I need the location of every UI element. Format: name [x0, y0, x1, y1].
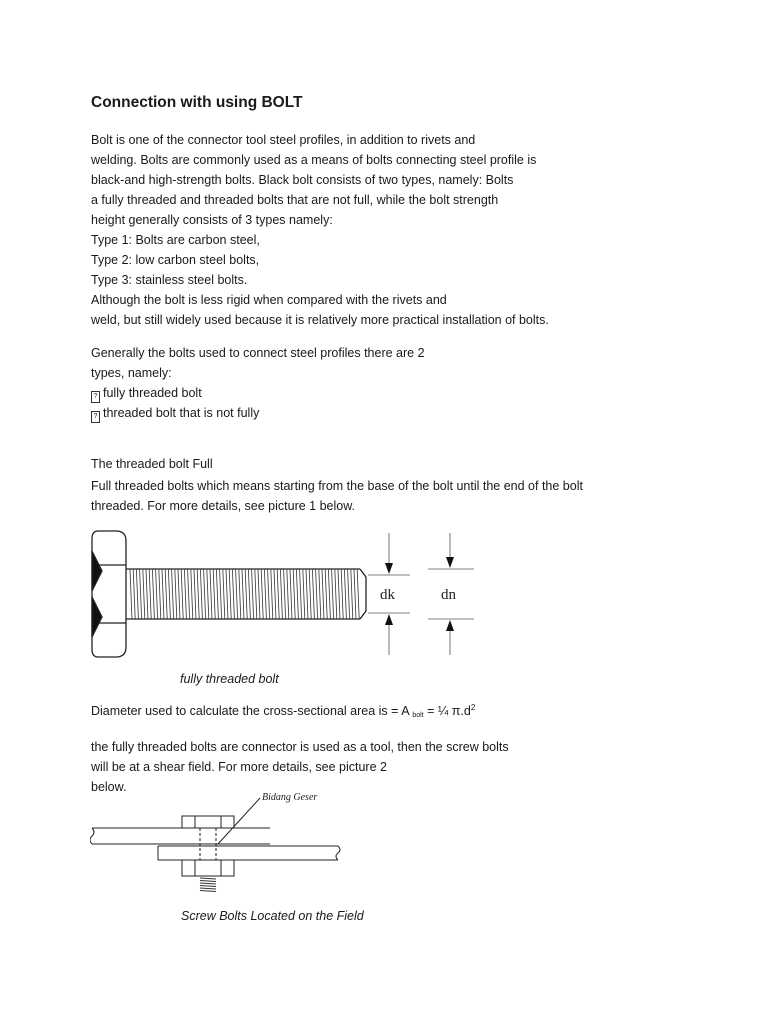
- formula-prefix: Diameter used to calculate the cross-sectional area is = A: [91, 704, 409, 718]
- text-line: threaded. For more details, see picture 1 below.: [91, 499, 356, 513]
- bolt-types-paragraph: [91, 343, 425, 423]
- text-line: the fully threaded bolts are connector is used as a tool, then the screw bolts: [91, 740, 509, 754]
- full-thread-paragraph: [91, 476, 583, 516]
- text-line: Although the bolt is less rigid when compared with the rivets and: [91, 293, 447, 307]
- text-line: types, namely:: [91, 366, 172, 380]
- intro-paragraph: [91, 130, 549, 330]
- section-heading: The threaded bolt Full: [91, 457, 213, 471]
- bullet-text: threaded bolt that is not fully: [103, 406, 260, 420]
- dk-label: dk: [380, 587, 395, 603]
- bidang-geser-label: Bidang Geser: [262, 792, 318, 803]
- text-line: Full threaded bolts which means starting from the base of the bolt until the end of the bolt: [91, 479, 583, 493]
- figure1-caption: fully threaded bolt: [180, 672, 279, 686]
- text-line: black-and high-strength bolts. Black bolt consists of two types, namely: Bolts: [91, 173, 514, 187]
- text-line: will be at a shear field. For more details, see picture 2: [91, 760, 387, 774]
- shear-field-figure: [90, 786, 350, 896]
- formula-superscript: 2: [470, 703, 476, 712]
- bullet-box-icon: ?: [91, 391, 100, 403]
- text-line: Type 2: low carbon steel bolts,: [91, 253, 260, 267]
- fully-threaded-bolt-figure: [88, 525, 478, 665]
- bullet-text: fully threaded bolt: [103, 386, 202, 400]
- bullet-item: [91, 403, 425, 423]
- text-line: Bolt is one of the connector tool steel profiles, in addition to rivets and: [91, 133, 476, 147]
- text-line: welding. Bolts are commonly used as a means of bolts connecting steel profile is: [91, 153, 537, 167]
- text-line: Generally the bolts used to connect steel profiles there are 2: [91, 346, 425, 360]
- document-title: Connection with using BOLT: [91, 94, 303, 111]
- dn-label: dn: [441, 587, 456, 603]
- area-formula: [91, 703, 475, 719]
- figure2-caption: Screw Bolts Located on the Field: [181, 909, 364, 923]
- text-line: below.: [91, 780, 127, 794]
- text-line: Type 1: Bolts are carbon steel,: [91, 233, 260, 247]
- formula-subscript: bolt: [412, 712, 424, 719]
- text-line: height generally consists of 3 types namely:: [91, 213, 333, 227]
- text-line: Type 3: stainless steel bolts.: [91, 273, 248, 287]
- bullet-box-icon: ?: [91, 411, 100, 423]
- bullet-item: [91, 383, 425, 403]
- formula-middle: = ¼ π.d: [423, 704, 471, 718]
- text-line: weld, but still widely used because it is relatively more practical installation of bolts.: [91, 313, 549, 327]
- text-line: a fully threaded and threaded bolts that are not full, while the bolt strength: [91, 193, 499, 207]
